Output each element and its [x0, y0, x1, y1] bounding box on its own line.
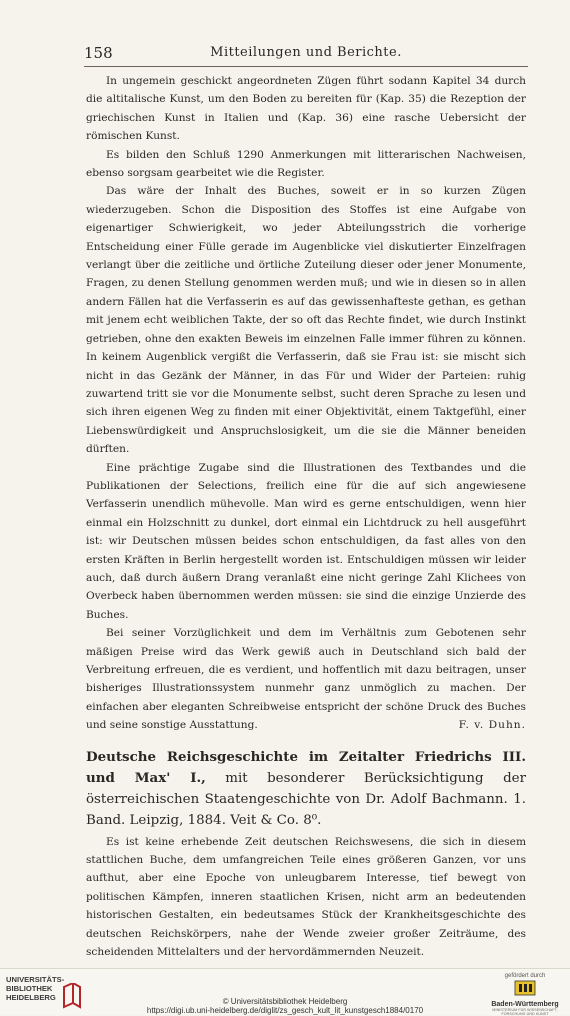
footer-bar [0, 968, 570, 1015]
state-crest-icon [513, 980, 537, 996]
review-heading [86, 747, 526, 831]
funder-logo[interactable] [488, 973, 562, 1016]
paragraph-conclusion-text: Bei seiner Vorzüglichkeit und dem im Verhältnis zum Gebotenen sehr mäßigen Preise wird das Werk gewiß auch in Deutschland sich bald der Verbreitung erfreuen, die es verdient, und hoffentlich mit dazu beitragen, unser bisheriges Illustrationssystem nunmehr ganz unmöglich zu machen. Der einfachen aber eleganten Schreibweise entspricht der schöne Druck des Buches und seine sonstige Ausstattung. [86, 627, 526, 732]
funder-ministry: MINISTERIUM FÜR WISSENSCHAFT, FORSCHUNG UND KUNST [492, 1008, 558, 1016]
page-header [84, 44, 528, 64]
paragraph-illustrations: Eine prächtige Zugabe sind die Illustrationen des Textbandes und die Publikationen der Selections, freilich eine für die auf sich angewiesene Verfasserin unendlich mühevolle. Man wird es gerne entschuldigen, wenn hier einmal ein Holzschnitt zu dunkel, dort einmal ein Lichtdruck zu hell ausgeführt ist: wir Deutschen müssen beides schon entschuldigen, da fast alles von den ersten Kräften in Berlin hergestellt worden ist. Entschuldigen müssen wir leider auch, daß durch äußern Drang veranlaßt eine nicht geringe Zahl Klichees von Overbeck haben übernommen werden müssen: sie sind die einzige Unzierde des Buches. [86, 461, 526, 621]
paragraph-chapter-summary: In ungemein geschickt angeordneten Zügen führt sodann Kapitel 34 durch die altitalische Kunst, um den Boden zu bereiten für (Kap. 35) die Rezeption der griechischen Kunst in Italien und (Kap. 36) eine rasche Uebersicht der römischen Kunst. [86, 75, 526, 143]
paragraph-review-intro: Es ist keine erhebende Zeit deutschen Reichswesens, die sich in diesem stattlichen Buche, dem umfangreichen Teile eines größeren Ganzen, vor uns aufthut, aber eine Epoche von unleugbarem Interesse, tief bewegt von politischen Kämpfen, inneren staatlichen Krisen, nicht arm an bedeutenden historischen Gestalten, ein bedeutsames Stück der Krankheitsgeschichte des deutschen Reichskörpers, nahe der Wende zweier großer Zeiträume, des scheidenden Mittelalters und der hervordämmernden Neuzeit. [86, 835, 526, 959]
permalink-url[interactable]: https://digi.ub.uni-heidelberg.de/diglit/zs_gesch_kult_lit_kunstgesch1884/0170 [146, 1006, 424, 1015]
review-signature: F. v. Duhn. [458, 719, 526, 732]
library-name-line3: HEIDELBERG [6, 993, 56, 1002]
running-head: Mitteilungen und Berichte. [210, 45, 402, 60]
paragraph-content-assessment: Das wäre der Inhalt des Buches, soweit er in so kurzen Zügen wiederzugeben. Schon die Disposition des Stoffes ist eine Aufgabe von eigenartiger Schwierigkeit, wo jeder Abteilungsstrich die vorherige Entscheidung einer Fülle gerade im Augenblicke viel diskutierter Einzelfragen verlangt über die zeitliche und örtliche Zuteilung dieser oder jener Monumente, Fragen, zu denen Stellung genommen werden muß; und wie in diesen so in allen andern Fällen hat die Verfasserin es auf das gewissenhafteste gethan, es gethan mit jenem echt weiblichen Takte, der so oft das Rechte findet, wie durch Instinkt getrieben, ohne den exakten Beweis im einzelnen Falle immer führen zu können. In keinem Augenblick vergißt die Verfasserin, daß sie Frau ist: sie mischt sich nicht in das Gezänk der Männer, in das Für und Wider der Parteien: ruhig zuwartend tritt sie vor die Monumente selbst, sucht deren Sprache zu lesen und sich ihren eigenen Weg zu finden mit einer Objektivität, einem Taktgefühl, einer Liebenswürdigkeit und Anspruchslosigkeit, um die sie die Männer beneiden dürften. [86, 185, 526, 456]
page-body [86, 72, 526, 961]
library-name-line2: BIBLIOTHEK [6, 984, 53, 993]
page-number: 158 [84, 44, 113, 62]
header-rule [84, 66, 528, 67]
paragraph-conclusion [86, 624, 526, 734]
paragraph-notes: Es bilden den Schluß 1290 Anmerkungen mit litterarischen Nachweisen, ebenso sorgsam gearbeitet wie die Register. [86, 148, 526, 180]
review-title: Deutsche Reichsgeschichte im Zeitalter Friedrichs III. und Max' I., [86, 748, 526, 786]
funder-name: Baden-Württemberg [491, 1001, 559, 1008]
library-name-line1: UNIVERSITÄTS- [6, 975, 65, 984]
review-bibliographic-info: mit besonderer Berücksichtigung der österreichischen Staatengeschichte von Dr. Adolf Bachmann. 1. Band. Leipzig, 1884. Veit & Co. 8⁰. [86, 770, 526, 828]
copyright-notice: © Universitätsbibliothek Heidelberg [222, 997, 348, 1006]
funder-label: gefördert durch [504, 973, 546, 979]
